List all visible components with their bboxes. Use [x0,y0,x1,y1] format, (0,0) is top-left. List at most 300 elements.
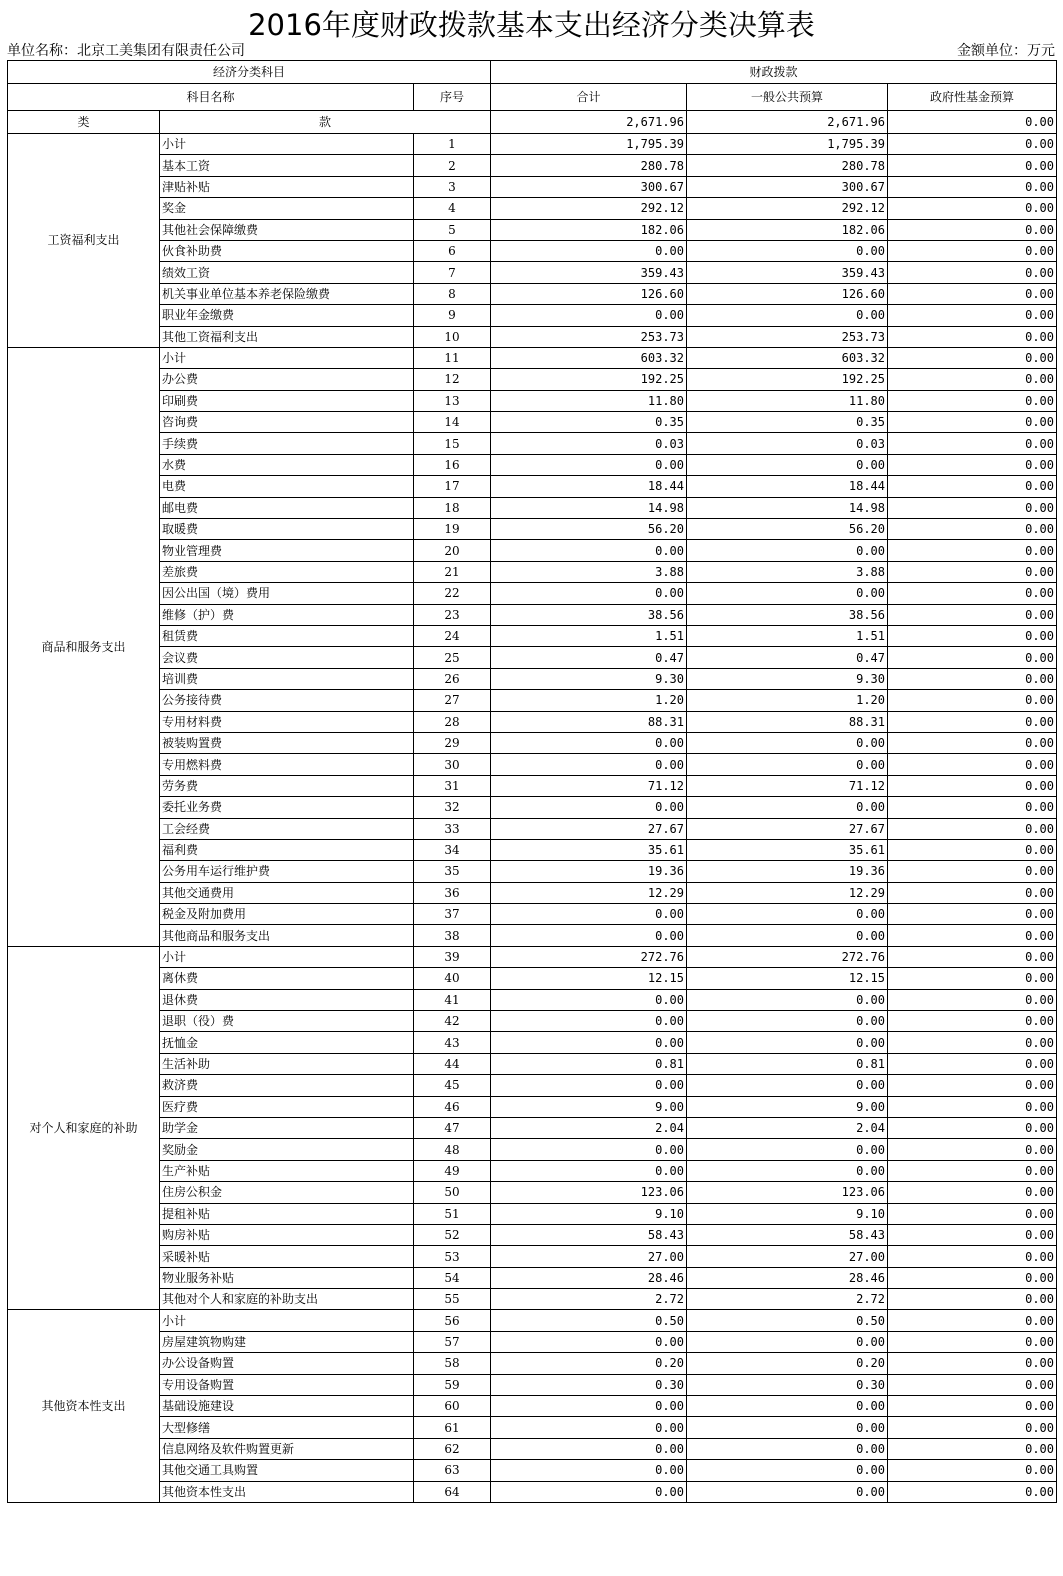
gov-fund-cell: 0.00 [888,968,1057,989]
general-budget-cell: 0.20 [687,1353,888,1374]
table-row [8,412,1057,433]
general-budget-cell: 0.00 [687,989,888,1010]
general-budget-cell: 1.51 [687,625,888,646]
seq-cell: 9 [414,305,491,326]
gov-fund-cell: 0.00 [888,1267,1057,1288]
table-row [8,1032,1057,1053]
gov-fund-cell: 0.00 [888,326,1057,347]
table-row [8,1310,1057,1331]
general-budget-cell: 9.30 [687,668,888,689]
seq-cell: 16 [414,454,491,475]
total-cell: 58.43 [491,1224,687,1245]
total-cell: 1,795.39 [491,134,687,155]
general-budget-cell: 14.98 [687,497,888,518]
seq-cell: 48 [414,1139,491,1160]
seq-cell: 20 [414,540,491,561]
seq-cell: 15 [414,433,491,454]
category-cell: 商品和服务支出 [8,347,160,946]
total-cell: 0.00 [491,1011,687,1032]
seq-cell: 46 [414,1096,491,1117]
gov-fund-cell: 0.00 [888,1331,1057,1352]
table-row [8,561,1057,582]
total-cell: 0.47 [491,647,687,668]
gov-fund-cell: 0.00 [888,1310,1057,1331]
total-cell: 0.00 [491,1438,687,1459]
table-row [8,1160,1057,1181]
general-budget-cell: 0.00 [687,454,888,475]
gov-fund-cell: 0.00 [888,347,1057,368]
general-budget-cell: 0.00 [687,1075,888,1096]
subject-name-cell: 因公出国（境）费用 [160,583,414,604]
gov-fund-cell: 0.00 [888,775,1057,796]
general-budget-cell: 272.76 [687,946,888,967]
table-row [8,497,1057,518]
seq-cell: 51 [414,1203,491,1224]
general-budget-cell: 38.56 [687,604,888,625]
gov-fund-cell: 0.00 [888,176,1057,197]
total-cell: 0.35 [491,412,687,433]
header-gov-fund-budget: 政府性基金预算 [888,84,1057,111]
subject-name-cell: 劳务费 [160,775,414,796]
general-budget-cell: 123.06 [687,1182,888,1203]
seq-cell: 8 [414,283,491,304]
general-budget-cell: 27.67 [687,818,888,839]
seq-cell: 5 [414,219,491,240]
gov-fund-cell: 0.00 [888,946,1057,967]
gov-fund-cell: 0.00 [888,240,1057,261]
general-budget-cell: 35.61 [687,839,888,860]
table-row [8,647,1057,668]
total-cell: 0.00 [491,904,687,925]
subject-name-cell: 绩效工资 [160,262,414,283]
subject-name-cell: 伙食补助费 [160,240,414,261]
seq-cell: 19 [414,519,491,540]
table-row [8,1203,1057,1224]
gov-fund-cell: 0.00 [888,454,1057,475]
general-budget-cell: 0.00 [687,1032,888,1053]
gov-fund-cell: 0.00 [888,1160,1057,1181]
table-row [8,476,1057,497]
gov-fund-cell: 0.00 [888,732,1057,753]
general-budget-cell: 9.00 [687,1096,888,1117]
general-budget-cell: 0.00 [687,925,888,946]
general-budget-cell: 12.15 [687,968,888,989]
gov-fund-cell: 0.00 [888,839,1057,860]
general-budget-cell: 56.20 [687,519,888,540]
seq-cell: 49 [414,1160,491,1181]
general-budget-cell: 19.36 [687,861,888,882]
table-row [8,946,1057,967]
subject-name-cell: 水费 [160,454,414,475]
table-row [8,134,1057,155]
seq-cell: 31 [414,775,491,796]
total-cell: 0.00 [491,1139,687,1160]
general-budget-cell: 359.43 [687,262,888,283]
table-row [8,797,1057,818]
general-budget-cell: 0.00 [687,754,888,775]
table-row [8,1417,1057,1438]
table-row [8,925,1057,946]
general-budget-cell: 292.12 [687,198,888,219]
subject-name-cell: 抚恤金 [160,1032,414,1053]
seq-cell: 21 [414,561,491,582]
subject-name-cell: 其他对个人和家庭的补助支出 [160,1289,414,1310]
header-seq: 序号 [414,84,491,111]
header-row-1 [8,61,1057,84]
header-subject-name: 科目名称 [8,84,414,111]
gov-fund-cell: 0.00 [888,904,1057,925]
seq-cell: 53 [414,1246,491,1267]
gov-fund-cell: 0.00 [888,1203,1057,1224]
general-budget-cell: 603.32 [687,347,888,368]
table-row [8,818,1057,839]
total-cell: 38.56 [491,604,687,625]
subject-name-cell: 救济费 [160,1075,414,1096]
subject-name-cell: 差旅费 [160,561,414,582]
seq-cell: 54 [414,1267,491,1288]
subject-name-cell: 专用材料费 [160,711,414,732]
subject-name-cell: 租赁费 [160,625,414,646]
total-cell: 3.88 [491,561,687,582]
gov-fund-cell: 0.00 [888,818,1057,839]
gov-fund-cell: 0.00 [888,262,1057,283]
amount-unit: 金额单位：万元 [957,43,1055,59]
subject-name-cell: 住房公积金 [160,1182,414,1203]
table-row [8,1353,1057,1374]
subject-name-cell: 办公设备购置 [160,1353,414,1374]
total-cell: 0.00 [491,1460,687,1481]
seq-cell: 56 [414,1310,491,1331]
general-budget-cell: 0.47 [687,647,888,668]
total-cell: 253.73 [491,326,687,347]
general-budget-cell: 58.43 [687,1224,888,1245]
general-budget-cell: 11.80 [687,390,888,411]
header-general-budget: 一般公共预算 [687,84,888,111]
table-row [8,1182,1057,1203]
general-budget-cell: 0.00 [687,1417,888,1438]
seq-cell: 4 [414,198,491,219]
category-cell: 工资福利支出 [8,134,160,348]
gov-fund-cell: 0.00 [888,283,1057,304]
total-cell: 0.00 [491,925,687,946]
subject-name-cell: 其他社会保障缴费 [160,219,414,240]
subject-name-cell: 小计 [160,134,414,155]
seq-cell: 64 [414,1481,491,1502]
general-budget-cell: 0.81 [687,1053,888,1074]
header-total: 合计 [491,84,687,111]
table-row [8,1139,1057,1160]
total-cell: 19.36 [491,861,687,882]
gov-fund-cell: 0.00 [888,711,1057,732]
seq-cell: 61 [414,1417,491,1438]
gov-fund-cell: 0.00 [888,198,1057,219]
table-row [8,1075,1057,1096]
table-row [8,369,1057,390]
table-row [8,839,1057,860]
total-cell: 28.46 [491,1267,687,1288]
table-row [8,262,1057,283]
total-cell: 9.00 [491,1096,687,1117]
header-row-2 [8,84,1057,111]
subject-name-cell: 其他交通费用 [160,882,414,903]
gov-fund-cell: 0.00 [888,1289,1057,1310]
subject-name-cell: 咨询费 [160,412,414,433]
table-row [8,219,1057,240]
category-cell: 其他资本性支出 [8,1310,160,1503]
gov-fund-cell: 0.00 [888,390,1057,411]
gov-fund-cell: 0.00 [888,1460,1057,1481]
general-budget-cell: 88.31 [687,711,888,732]
general-budget-cell: 0.00 [687,240,888,261]
total-cell: 603.32 [491,347,687,368]
subject-name-cell: 印刷费 [160,390,414,411]
gov-fund-cell: 0.00 [888,1481,1057,1502]
subject-name-cell: 退职（役）费 [160,1011,414,1032]
seq-cell: 47 [414,1117,491,1138]
table-row [8,390,1057,411]
header-econ-subjects: 经济分类科目 [8,61,491,84]
table-row [8,583,1057,604]
seq-cell: 38 [414,925,491,946]
general-budget-cell: 126.60 [687,283,888,304]
total-cell: 88.31 [491,711,687,732]
gov-fund-cell: 0.00 [888,1011,1057,1032]
header-fiscal: 财政拨款 [491,61,1057,84]
table-row [8,1011,1057,1032]
seq-cell: 43 [414,1032,491,1053]
total-cell: 0.00 [491,989,687,1010]
seq-cell: 6 [414,240,491,261]
subject-name-cell: 其他工资福利支出 [160,326,414,347]
seq-cell: 10 [414,326,491,347]
subject-name-cell: 公务用车运行维护费 [160,861,414,882]
general-budget-cell: 0.00 [687,904,888,925]
total-cell: 123.06 [491,1182,687,1203]
subject-name-cell: 税金及附加费用 [160,904,414,925]
seq-cell: 45 [414,1075,491,1096]
subject-name-cell: 物业管理费 [160,540,414,561]
total-cell: 0.00 [491,1481,687,1502]
total-cell: 0.81 [491,1053,687,1074]
table-row [8,347,1057,368]
seq-cell: 27 [414,690,491,711]
header-item: 款 [160,111,491,134]
seq-cell: 32 [414,797,491,818]
subject-name-cell: 离休费 [160,968,414,989]
subject-name-cell: 奖金 [160,198,414,219]
general-budget-cell: 0.00 [687,1011,888,1032]
total-cell: 27.00 [491,1246,687,1267]
seq-cell: 39 [414,946,491,967]
gov-fund-cell: 0.00 [888,690,1057,711]
gov-fund-cell: 0.00 [888,583,1057,604]
subject-name-cell: 邮电费 [160,497,414,518]
general-budget-cell: 253.73 [687,326,888,347]
seq-cell: 28 [414,711,491,732]
total-cell: 359.43 [491,262,687,283]
subject-name-cell: 提租补贴 [160,1203,414,1224]
seq-cell: 62 [414,1438,491,1459]
subject-name-cell: 工会经费 [160,818,414,839]
table-row [8,1117,1057,1138]
subject-name-cell: 其他交通工具购置 [160,1460,414,1481]
total-cell: 300.67 [491,176,687,197]
total-cell: 0.50 [491,1310,687,1331]
total-cell: 71.12 [491,775,687,796]
table-row [8,861,1057,882]
seq-cell: 58 [414,1353,491,1374]
total-cell: 14.98 [491,497,687,518]
gov-fund-cell: 0.00 [888,155,1057,176]
general-budget-cell: 182.06 [687,219,888,240]
grand-total-general: 2,671.96 [687,111,888,134]
subject-name-cell: 小计 [160,347,414,368]
gov-fund-cell: 0.00 [888,989,1057,1010]
gov-fund-cell: 0.00 [888,412,1057,433]
table-row [8,968,1057,989]
total-cell: 280.78 [491,155,687,176]
general-budget-cell: 0.00 [687,583,888,604]
seq-cell: 11 [414,347,491,368]
subject-name-cell: 专用设备购置 [160,1374,414,1395]
general-budget-cell: 9.10 [687,1203,888,1224]
general-budget-cell: 0.35 [687,412,888,433]
gov-fund-cell: 0.00 [888,369,1057,390]
total-cell: 56.20 [491,519,687,540]
seq-cell: 41 [414,989,491,1010]
subject-name-cell: 奖励金 [160,1139,414,1160]
seq-cell: 14 [414,412,491,433]
subject-name-cell: 医疗费 [160,1096,414,1117]
seq-cell: 26 [414,668,491,689]
table-row [8,1267,1057,1288]
total-cell: 12.15 [491,968,687,989]
gov-fund-cell: 0.00 [888,1396,1057,1417]
page-title: 2016年度财政拨款基本支出经济分类决算表 [248,8,815,42]
seq-cell: 7 [414,262,491,283]
general-budget-cell: 192.25 [687,369,888,390]
total-cell: 0.20 [491,1353,687,1374]
grand-total-row [8,111,1057,134]
total-cell: 0.00 [491,583,687,604]
general-budget-cell: 18.44 [687,476,888,497]
total-cell: 126.60 [491,283,687,304]
gov-fund-cell: 0.00 [888,754,1057,775]
total-cell: 18.44 [491,476,687,497]
table-row [8,1289,1057,1310]
subject-name-cell: 职业年金缴费 [160,305,414,326]
total-cell: 0.00 [491,1417,687,1438]
seq-cell: 42 [414,1011,491,1032]
general-budget-cell: 27.00 [687,1246,888,1267]
total-cell: 0.30 [491,1374,687,1395]
general-budget-cell: 0.00 [687,1438,888,1459]
general-budget-cell: 12.29 [687,882,888,903]
general-budget-cell: 71.12 [687,775,888,796]
gov-fund-cell: 0.00 [888,1224,1057,1245]
table-row [8,775,1057,796]
table-row [8,240,1057,261]
general-budget-cell: 28.46 [687,1267,888,1288]
seq-cell: 2 [414,155,491,176]
general-budget-cell: 0.00 [687,797,888,818]
seq-cell: 52 [414,1224,491,1245]
total-cell: 1.20 [491,690,687,711]
gov-fund-cell: 0.00 [888,1075,1057,1096]
table-row [8,155,1057,176]
subject-name-cell: 采暖补贴 [160,1246,414,1267]
general-budget-cell: 300.67 [687,176,888,197]
header-class: 类 [8,111,160,134]
table-row [8,1481,1057,1502]
subject-name-cell: 取暖费 [160,519,414,540]
seq-cell: 24 [414,625,491,646]
general-budget-cell: 0.00 [687,1396,888,1417]
seq-cell: 23 [414,604,491,625]
gov-fund-cell: 0.00 [888,1053,1057,1074]
general-budget-cell: 2.04 [687,1117,888,1138]
seq-cell: 30 [414,754,491,775]
gov-fund-cell: 0.00 [888,1139,1057,1160]
seq-cell: 59 [414,1374,491,1395]
seq-cell: 33 [414,818,491,839]
general-budget-cell: 0.50 [687,1310,888,1331]
seq-cell: 29 [414,732,491,753]
grand-total-fund: 0.00 [888,111,1057,134]
table-row [8,326,1057,347]
gov-fund-cell: 0.00 [888,1096,1057,1117]
seq-cell: 37 [414,904,491,925]
gov-fund-cell: 0.00 [888,1438,1057,1459]
table-row [8,989,1057,1010]
gov-fund-cell: 0.00 [888,433,1057,454]
subject-name-cell: 助学金 [160,1117,414,1138]
subject-name-cell: 福利费 [160,839,414,860]
total-cell: 292.12 [491,198,687,219]
gov-fund-cell: 0.00 [888,519,1057,540]
seq-cell: 57 [414,1331,491,1352]
general-budget-cell: 280.78 [687,155,888,176]
subject-name-cell: 专用燃料费 [160,754,414,775]
subject-name-cell: 手续费 [160,433,414,454]
table-row [8,1246,1057,1267]
gov-fund-cell: 0.00 [888,861,1057,882]
subject-name-cell: 津贴补贴 [160,176,414,197]
gov-fund-cell: 0.00 [888,625,1057,646]
gov-fund-cell: 0.00 [888,1246,1057,1267]
table-row [8,1396,1057,1417]
table-row [8,1438,1057,1459]
gov-fund-cell: 0.00 [888,647,1057,668]
table-row [8,754,1057,775]
total-cell: 0.03 [491,433,687,454]
general-budget-cell: 0.03 [687,433,888,454]
gov-fund-cell: 0.00 [888,561,1057,582]
subject-name-cell: 信息网络及软件购置更新 [160,1438,414,1459]
total-cell: 2.04 [491,1117,687,1138]
total-cell: 0.00 [491,797,687,818]
total-cell: 11.80 [491,390,687,411]
seq-cell: 34 [414,839,491,860]
gov-fund-cell: 0.00 [888,476,1057,497]
total-cell: 12.29 [491,882,687,903]
total-cell: 182.06 [491,219,687,240]
expenditure-table [7,60,1057,1503]
gov-fund-cell: 0.00 [888,1374,1057,1395]
table-row [8,1460,1057,1481]
subject-name-cell: 小计 [160,1310,414,1331]
seq-cell: 3 [414,176,491,197]
